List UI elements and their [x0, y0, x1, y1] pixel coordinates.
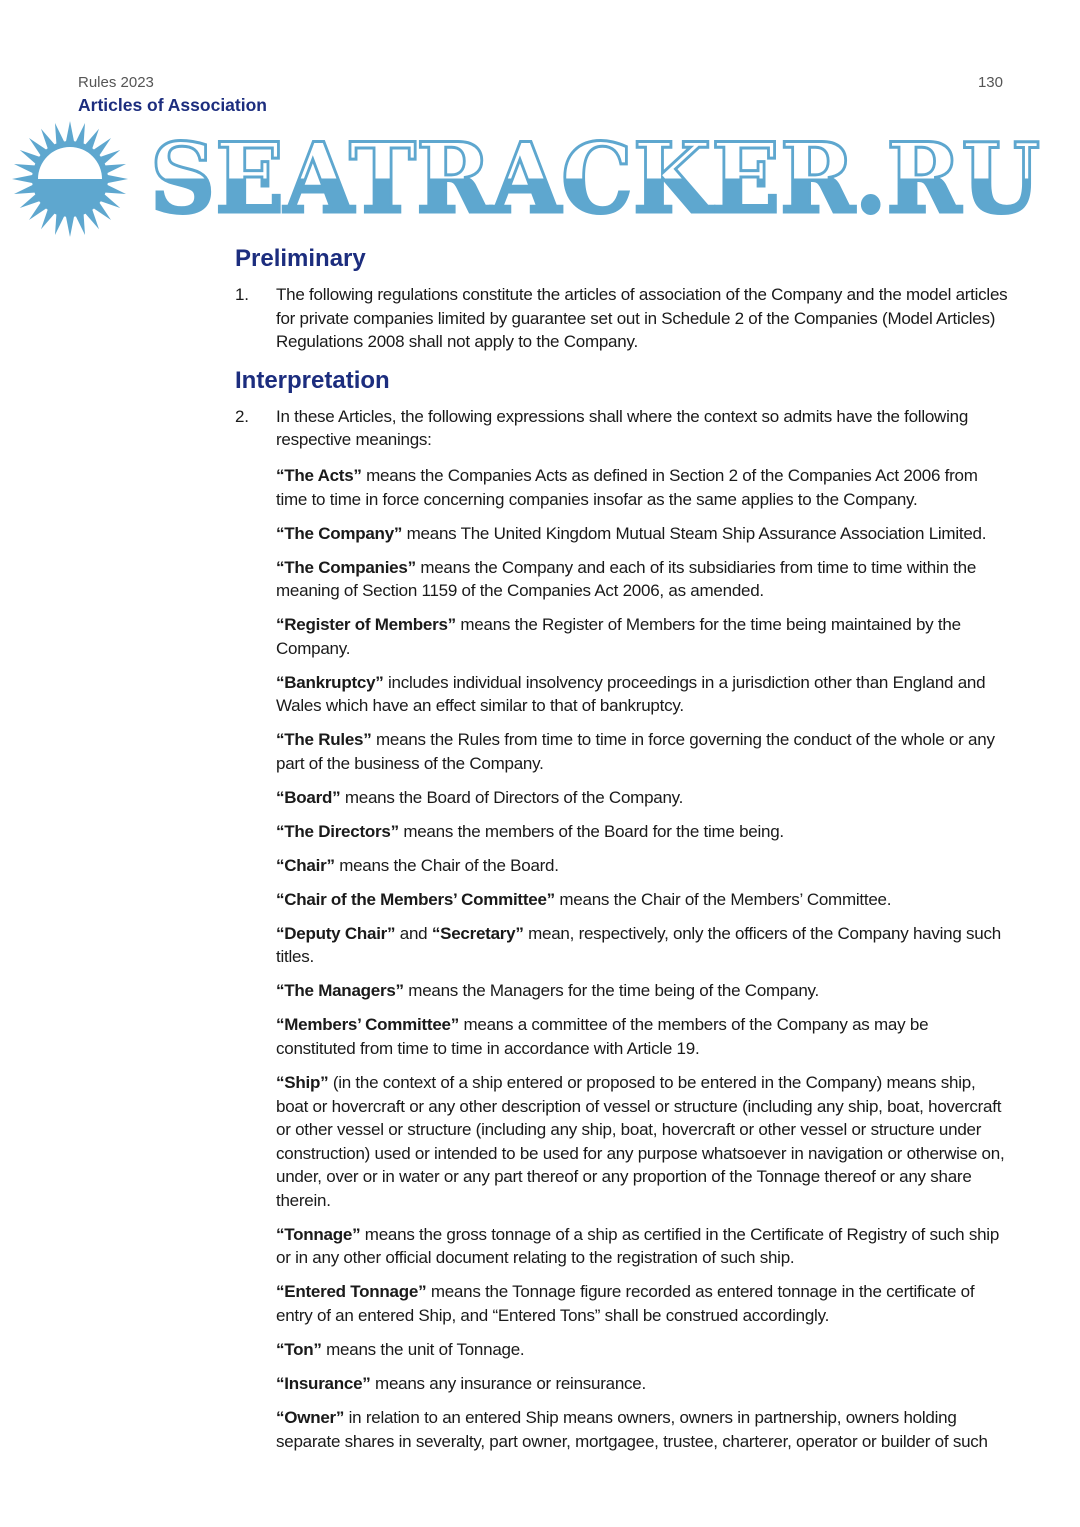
sun-ray: [20, 150, 42, 166]
sun-ray: [29, 138, 49, 158]
defined-term: “The Directors”: [276, 821, 399, 841]
definition-item: [276, 464, 1011, 511]
page-number: 130: [977, 74, 1003, 91]
sun-ray: [102, 164, 126, 174]
defined-term: “Members’ Committee”: [276, 1015, 459, 1035]
defined-term: “The Managers”: [276, 981, 404, 1001]
definition-item: [276, 1071, 1011, 1213]
definition-text: means any insurance or reinsurance.: [370, 1374, 646, 1394]
article-item: [235, 283, 1015, 354]
defined-term: “Board”: [276, 787, 341, 807]
sun-ray: [83, 207, 99, 229]
sun-ray: [75, 123, 85, 147]
defined-term: “The Company”: [276, 523, 403, 543]
definition-item: [276, 522, 1011, 546]
definition-item: [276, 979, 1011, 1003]
sun-ray: [75, 211, 85, 235]
sun-logo-icon: [12, 121, 128, 237]
definition-text: means the gross tonnage of a ship as certified in the Certificate of Registry of such ship or in any other official document relating to the registration of such ship.: [276, 1224, 1000, 1268]
sun-ray: [41, 207, 57, 229]
definition-text: means the members of the Board for the time being.: [398, 821, 784, 841]
definition-item: [276, 922, 1011, 969]
definition-text: (in the context of a ship entered or proposed to be entered in the Company) means ship, boat or hovercraft or any other description of vessel or structure (including any ship, boat, hovercraft or other vessel or structure (including any ship, boat, hovercraft or other vessel or structure under construction) used or intended to be used for any purpose whatsoever in navigation or otherwise on, under, over or in water or any part thereof or any proportion of the Tonnage thereof or any share therein.: [276, 1072, 1005, 1210]
sun-ray: [105, 174, 128, 183]
sun-ray: [98, 192, 120, 208]
definition-text: means the Register of Members for the time being maintained by the Company.: [276, 615, 961, 658]
defined-term: “Secretary”: [431, 923, 524, 943]
definition-item: [276, 1372, 1011, 1396]
defined-term: “The Companies”: [276, 557, 416, 577]
definition-item: [276, 786, 1011, 810]
defined-term: “Register of Members”: [276, 615, 456, 635]
definition-text: in relation to an entered Ship means owners, owners in partnership, owners holding separate shares in severalty, part owner, mortgagee, trustee, charterer, operator or builder of such: [276, 1408, 988, 1451]
sun-ray: [14, 184, 38, 194]
article-number: 2.: [235, 406, 249, 426]
definition-text: means a committee of the members of the Company as may be constituted from time to time in accordance with Article 19.: [276, 1015, 929, 1058]
definition-item: [276, 1406, 1011, 1453]
definition-text: means the Chair of the Members’ Committee.: [554, 889, 892, 909]
definition-item: [276, 888, 1011, 912]
definition-item: [276, 671, 1011, 718]
seatracker-watermark: [0, 120, 1080, 238]
definition-item: [276, 556, 1011, 603]
section-heading-preliminary: Preliminary: [235, 245, 366, 272]
sun-ray: [29, 200, 49, 220]
definition-text: means the unit of Tonnage.: [321, 1340, 525, 1360]
article-number: 1.: [235, 285, 249, 304]
page-content: [235, 244, 1015, 1464]
defined-term: “The Acts”: [276, 465, 362, 485]
sun-ray: [55, 123, 65, 147]
sun-ray: [91, 200, 111, 220]
defined-term: “The Rules”: [276, 730, 372, 750]
definition-text: means the Board of Directors of the Company.: [340, 787, 684, 807]
sun-ray: [14, 164, 38, 174]
definition-text: means the Managers for the time being of the Company.: [403, 981, 820, 1001]
definition-text: mean, respectively, only the officers of the Company having such titles.: [276, 923, 1001, 967]
definition-item: [276, 1338, 1011, 1362]
sun-ray: [91, 138, 111, 158]
definition-text: means the Tonnage figure recorded as entered tonnage in the certificate of entry of an entered Ship, and “Entered Tons” shall be construed accordingly.: [276, 1282, 975, 1326]
definition-text: means the Company and each of its subsidiaries from time to time within the meaning of Section 1159 of the Companies Act 2006, as amended.: [276, 557, 977, 601]
defined-term: “Tonnage”: [276, 1224, 361, 1244]
sun-ray: [55, 211, 65, 235]
defined-term: “Ton”: [276, 1340, 322, 1360]
defined-term: “Insurance”: [276, 1374, 371, 1394]
defined-term: “Entered Tonnage”: [276, 1282, 427, 1302]
defined-term: “Bankruptcy”: [276, 672, 384, 692]
definition-text: means the Rules from time to time in force governing the conduct of the whole or any part of the business of the Company.: [276, 730, 995, 773]
defined-term: “Chair of the Members’ Committee”: [276, 889, 555, 909]
sun-ray: [41, 129, 57, 151]
definition-item: [276, 1223, 1011, 1270]
sun-ray: [98, 150, 120, 166]
article-text: The following regulations constitute the articles of association of the Company and the model articles for private companies limited by guarantee set out in Schedule 2 of the Companies (Model Articles) Regulations 2008 shall not apply to the Company.: [276, 285, 1008, 352]
definitions-list: [276, 464, 1011, 1453]
sun-ray: [65, 121, 74, 144]
document-series: Rules 2023: [78, 74, 154, 91]
definition-item: [276, 1280, 1011, 1327]
sun-ray: [65, 214, 74, 237]
definition-item: [276, 613, 1011, 660]
defined-term: “Ship”: [276, 1072, 329, 1092]
section-heading-interpretation: Interpretation: [235, 366, 390, 394]
definition-text: means the Chair of the Board.: [334, 855, 559, 875]
defined-term: “Deputy Chair”: [276, 923, 396, 943]
sun-ray: [83, 129, 99, 151]
article-text: In these Articles, the following expressions shall where the context so admits have the following respective meanings:: [276, 406, 969, 450]
article-item: [235, 405, 1015, 452]
definition-text: includes individual insolvency proceedings in a jurisdiction other than England and Wales which have an effect similar to that of bankruptcy.: [276, 672, 986, 716]
watermark-text: SEATRACKER.RU: [150, 122, 1040, 235]
sun-ray: [20, 192, 42, 208]
defined-term: “Owner”: [276, 1408, 345, 1427]
defined-term: “Chair”: [276, 855, 335, 875]
sun-ray: [12, 174, 35, 183]
definition-text: means The United Kingdom Mutual Steam Ship Assurance Association Limited.: [402, 523, 987, 543]
sun-ray: [102, 184, 126, 194]
definition-item: [276, 728, 1011, 775]
definition-item: [276, 854, 1011, 878]
document-title: Articles of Association: [78, 95, 267, 115]
definition-text: and: [395, 923, 432, 943]
definition-text: means the Companies Acts as defined in Section 2 of the Companies Act 2006 from time to time in force concerning companies insofar as the same applies to the Company.: [276, 465, 978, 509]
definition-item: [276, 1013, 1011, 1060]
definition-item: [276, 820, 1011, 844]
